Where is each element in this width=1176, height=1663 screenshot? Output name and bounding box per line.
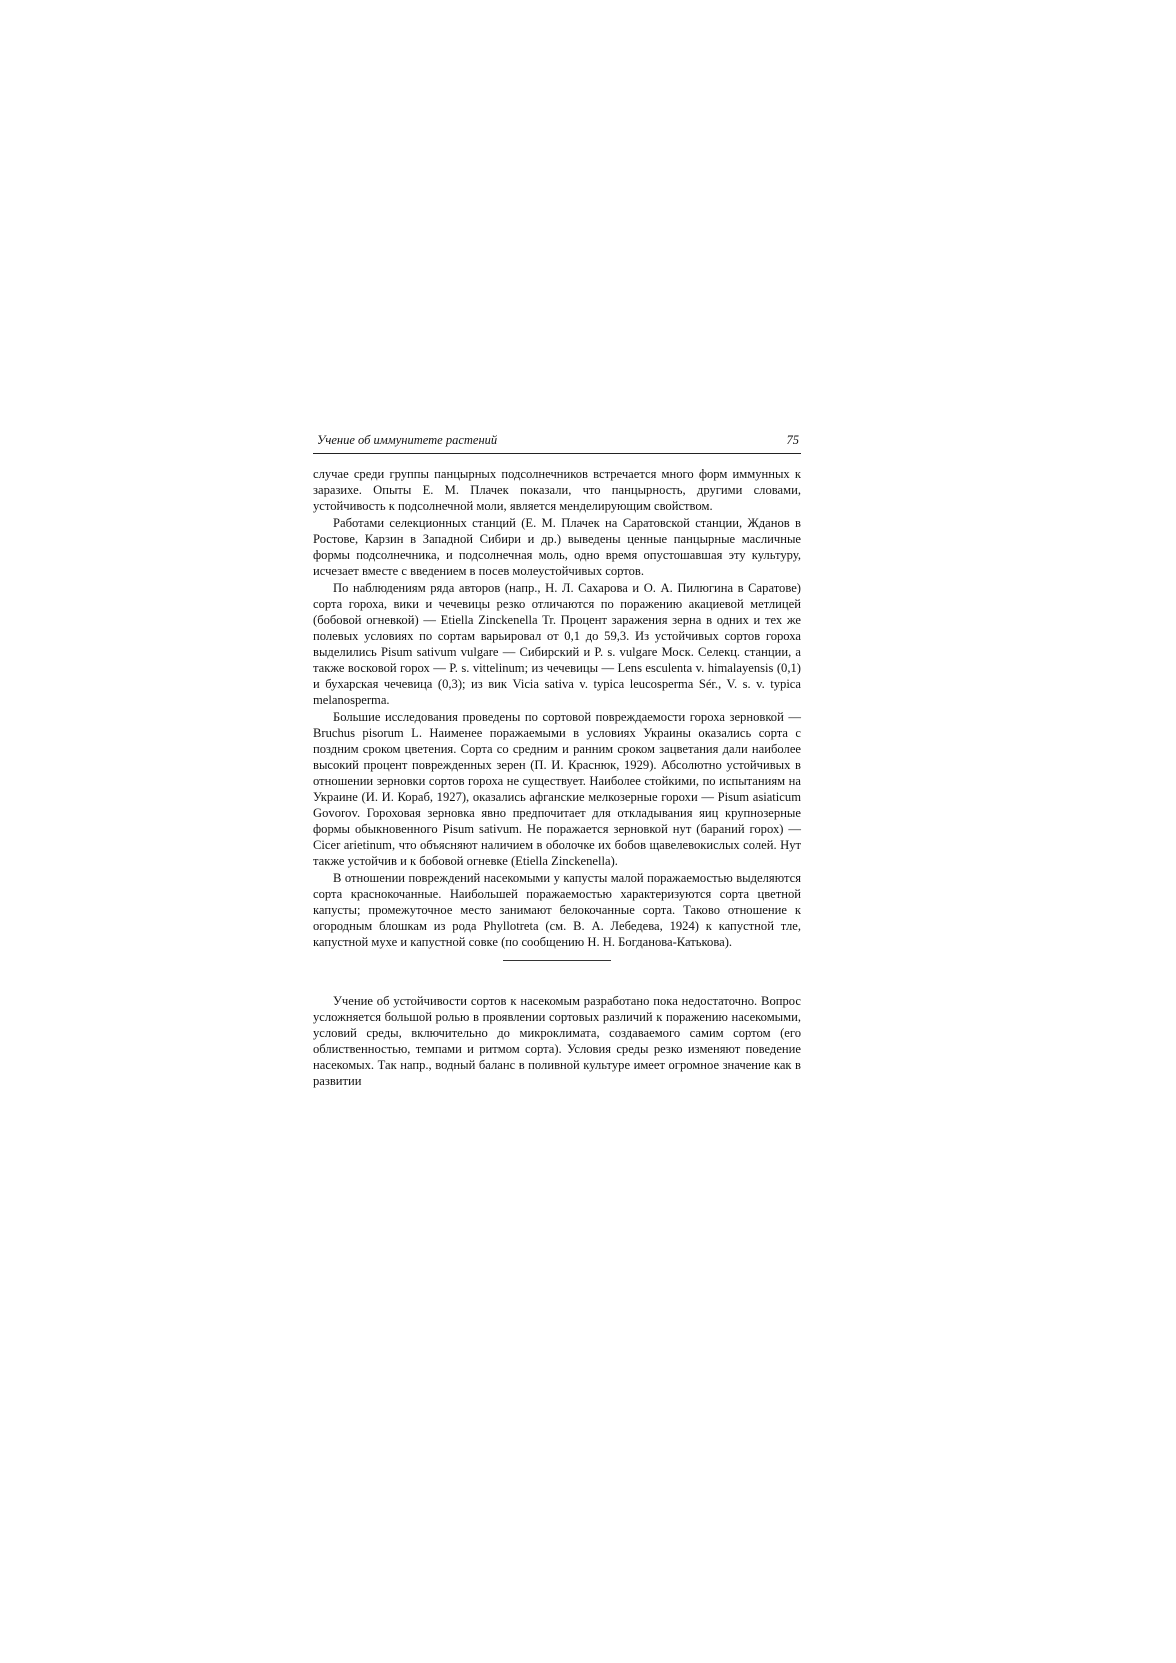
paragraph: По наблюдениям ряда авторов (напр., Н. Л. Сахарова и О. А. Пилюгина в Саратове) сорта гороха, вики и чечевицы резко отличаются по поражению акациевой метлицей (бобовой огневкой) — Etiella Zinckenella Tr. Процент заражения зерна в одних и тех же полевых условиях по сортам варьировал от 0,1 до 59,3. Из устойчивых сортов гороха выделились Pisum sativum vulgare — Сибирский и P. s. vulgare Моск. Селекц. станции, а также восковой горох — P. s. vittelinum; из чечевицы — Lens esculenta v. himalayensis (0,1) и бухарская чечевица (0,3); из вик Vicia sativa v. typica leucosperma Sér., V. s. v. typica melanosperma. (313, 581, 801, 707)
paragraph: Учение об устойчивости сортов к насекомым разработано пока недостаточно. Вопрос усложняется большой ролью в проявлении сортовых различий к поражению насекомыми, условий среды, включительно до микроклимата, создаваемого самим сортом (его облиственностью, темпами и ритмом сорта). Условия среды резко изменяют поведение насекомых. Так напр., водный баланс в поливной культуре имеет огромное значение как в развитии (313, 994, 801, 1088)
paragraph: Работами селекционных станций (Е. М. Плачек на Саратовской станции, Жданов в Ростове, Карзин в Западной Сибири и др.) выведены ценные панцырные масличные формы подсолнечника, и подсолнечная моль, одно время опустошавшая эту культуру, исчезает вместе с введением в посев молеустойчивых сортов. (313, 516, 801, 578)
running-head: Учение об иммунитете растений (317, 433, 498, 447)
book-page (313, 433, 801, 1090)
paragraph: Большие исследования проведены по сортовой повреждаемости гороха зерновкой — Bruchus pisorum L. Наименее поражаемыми в условиях Украины оказались сорта с поздним сроком цветения. Сорта со средним и ранним сроком зацветания дали наиболее высокий процент поврежденных зерен (П. И. Краснюк, 1929). Абсолютно устойчивых в отношении зерновки сортов гороха не существует. Наиболее стойкими, по испытаниям на Украине (И. И. Кораб, 1927), оказались афганские мелкозерные горохи — Pisum asiaticum Govorov. Гороховая зерновка явно предпочитает для откладывания яиц крупнозерные формы обыкновенного Pisum sativum. Не поражается зерновкой нут (бараний горох) — Cicer arietinum, что объясняют наличием в оболочке их бобов щавелевокислых солей. Нут также устойчив и к бобовой огневке (Etiella Zinckenella). (313, 710, 801, 868)
paragraph: В отношении повреждений насекомыми у капусты малой поражаемостью выделяются сорта краснокочанные. Наибольшей поражаемостью характеризуются сорта цветной капусты; промежуточное место занимают белокочанные сорта. Таково отношение к огородным блошкам из рода Phyllotreta (см. В. А. Лебедева, 1924) к капустной тле, капустной мухе и капустной совке (по сообщению Н. Н. Богданова-Катькова). (313, 871, 801, 949)
page-header (313, 433, 801, 454)
section-divider (503, 960, 611, 961)
page-body (313, 466, 801, 1089)
page-number: 75 (786, 433, 799, 447)
paragraph: случае среди группы панцырных подсолнечников встречается много форм иммунных к заразихе. Опыты Е. М. Плачек показали, что панцырность, другими словами, устойчивость к подсолнечной моли, является менделирующим свойством. (313, 467, 801, 513)
